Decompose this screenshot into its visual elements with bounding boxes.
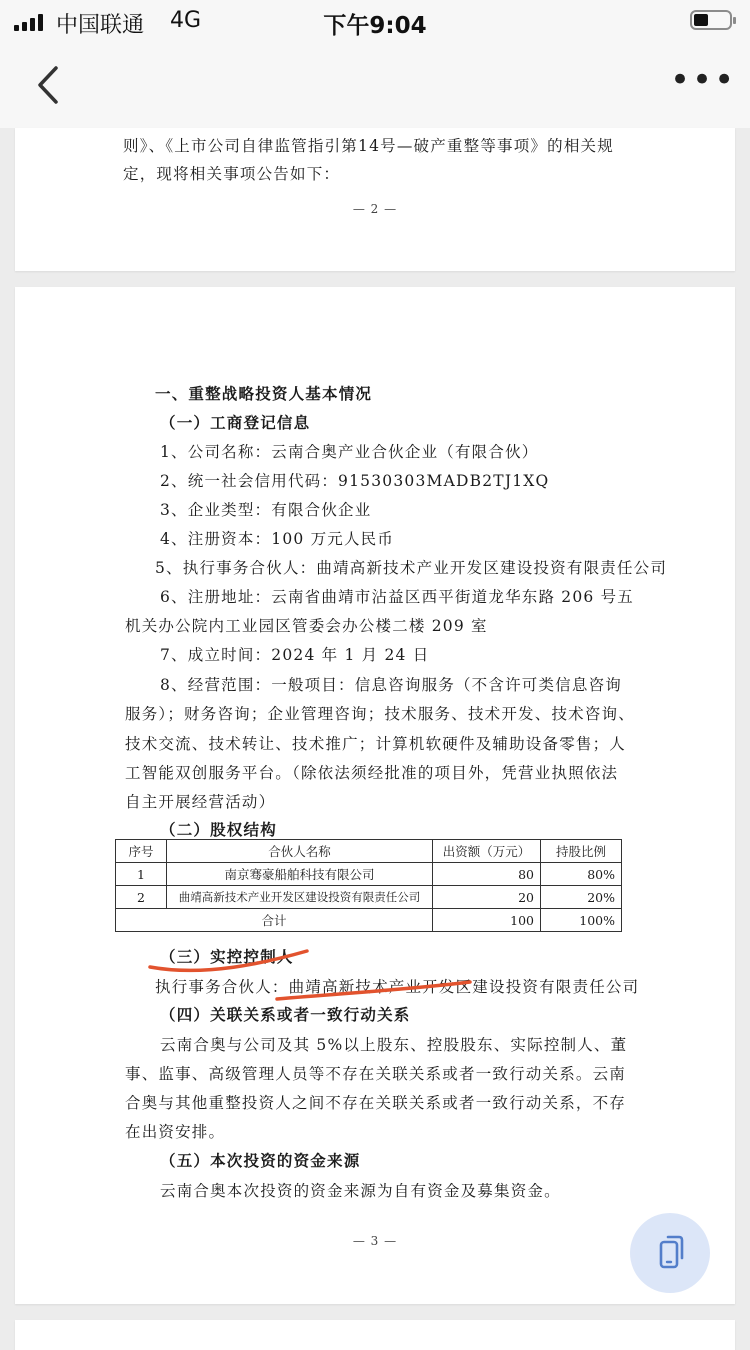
table-cell: 100 (433, 909, 541, 932)
table-cell: 20% (541, 886, 622, 909)
back-button[interactable] (30, 60, 70, 110)
table-header: 合伙人名称 (167, 840, 433, 863)
clock: 下午9:04 (323, 13, 427, 39)
table-cell: 80 (433, 863, 541, 886)
table-cell: 80% (541, 863, 622, 886)
page-number: — 2 — (352, 202, 398, 216)
phone-rotate-icon (648, 1231, 692, 1275)
equity-table (115, 839, 622, 932)
info-line: 7、成立时间：2024 年 1 月 24 日 (160, 646, 430, 664)
table-header: 序号 (116, 840, 167, 863)
info-line: 2、统一社会信用代码：91530303MADB2TJ1XQ (160, 472, 550, 490)
table-cell: 曲靖高新技术产业开发区建设投资有限责任公司 (167, 886, 433, 909)
table-header: 持股比例 (541, 840, 622, 863)
subsection-title: （四）关联关系或者一致行动关系 (160, 1005, 411, 1024)
table-row (116, 863, 622, 886)
info-line: 服务）；财务咨询；企业管理咨询；技术服务、技术开发、技术咨询、 (125, 705, 635, 723)
info-line: 8、经营范围：一般项目：信息咨询服务（不含许可类信息咨询 (160, 676, 622, 694)
info-line: 事、监事、高级管理人员等不存在关联关系或者一致行动关系。云南 (125, 1065, 627, 1083)
info-line: 自主开展经营活动） (125, 793, 276, 811)
document-page-4 (15, 1320, 735, 1350)
page-number: — 3 — (352, 1234, 398, 1248)
table-cell: 100% (541, 909, 622, 932)
table-cell: 1 (116, 863, 167, 886)
document-page-3 (15, 287, 735, 1304)
section-title: 一、重整战略投资人基本情况 (155, 384, 373, 403)
table-header-row (116, 840, 622, 863)
info-line: 执行事务合伙人：曲靖高新技术产业开发区建设投资有限责任公司 (155, 978, 640, 996)
carrier-label: 中国联通 (56, 13, 145, 38)
table-cell: 合计 (116, 909, 433, 932)
info-line: 在出资安排。 (125, 1123, 226, 1141)
more-button[interactable]: ••• (670, 60, 737, 100)
table-row (116, 886, 622, 909)
info-line: 4、注册资本：100 万元人民币 (160, 530, 395, 548)
info-line: 云南合奥与公司及其 5%以上股东、控股股东、实际控制人、董 (160, 1036, 628, 1054)
table-cell: 南京骞豪船舶科技有限公司 (167, 863, 433, 886)
table-total-row (116, 909, 622, 932)
text-line: 定，现将相关事项公告如下： (123, 165, 341, 183)
info-line: 3、企业类型：有限合伙企业 (160, 501, 372, 519)
info-line: 5、执行事务合伙人：曲靖高新技术产业开发区建设投资有限责任公司 (155, 559, 668, 577)
text-line: 则》、《上市公司自律监管指引第14号—破产重整等事项》的相关规 (123, 137, 614, 155)
status-bar (0, 0, 750, 44)
info-line: 工智能双创服务平台。（除依法须经批准的项目外，凭营业执照依法 (125, 764, 619, 782)
chevron-left-icon (30, 60, 70, 110)
subsection-title: （五）本次投资的资金来源 (160, 1151, 361, 1170)
subsection-title: （三）实控控制人 (160, 947, 294, 966)
subsection-title: （一）工商登记信息 (160, 413, 311, 432)
document-page-2 (15, 128, 735, 271)
table-header: 出资额（万元） (433, 840, 541, 863)
info-line: 技术交流、技术转让、技术推广；计算机软硬件及辅助设备零售；人 (125, 735, 627, 753)
table-cell: 20 (433, 886, 541, 909)
battery-icon (690, 10, 732, 30)
rotate-button[interactable] (630, 1213, 710, 1293)
info-line: 6、注册地址：云南省曲靖市沾益区西平街道龙华东路 206 号五 (160, 588, 635, 606)
nav-bar (0, 44, 750, 128)
network-label: 4G (170, 8, 202, 33)
info-line: 云南合奥本次投资的资金来源为自有资金及募集资金。 (160, 1182, 561, 1200)
info-line: 合奥与其他重整投资人之间不存在关联关系或者一致行动关系，不存 (125, 1094, 627, 1112)
table-cell: 2 (116, 886, 167, 909)
subsection-title: （二）股权结构 (160, 820, 277, 839)
info-line: 1、公司名称：云南合奥产业合伙企业（有限合伙） (160, 443, 539, 461)
info-line: 机关办公院内工业园区管委会办公楼二楼 209 室 (125, 617, 488, 635)
